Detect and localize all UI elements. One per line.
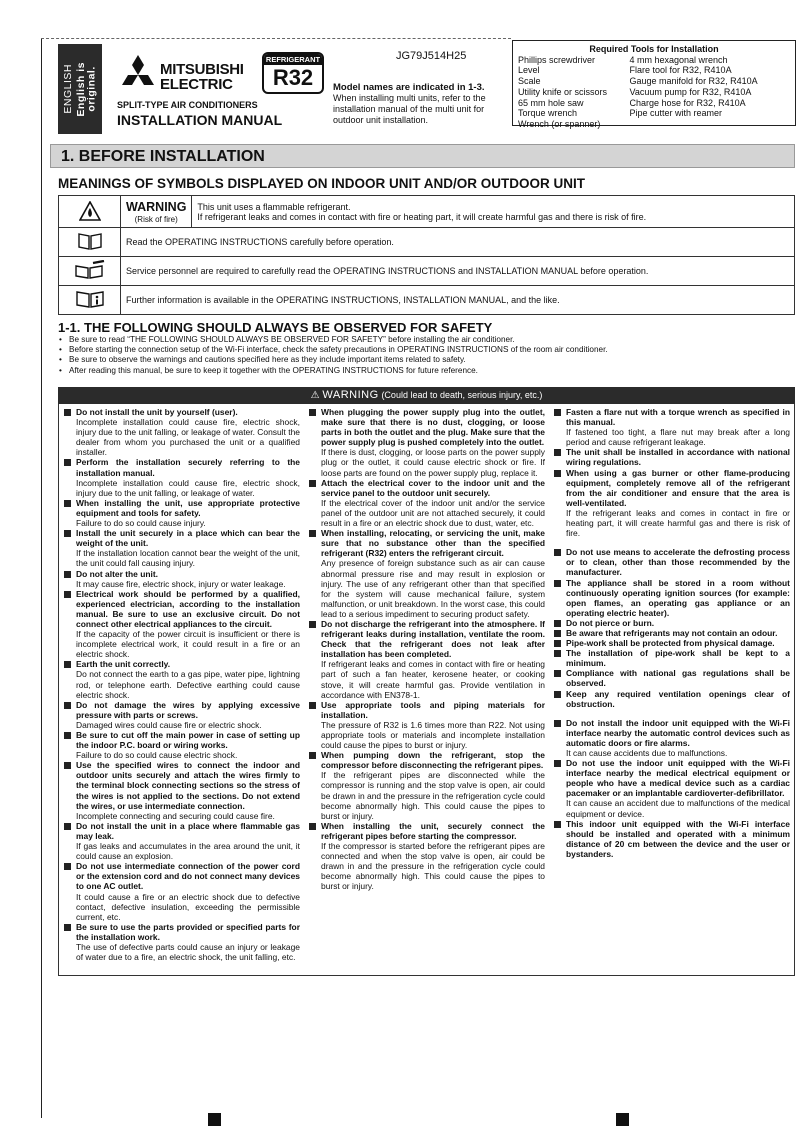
warning-item (553, 628, 790, 638)
warning-text-cell: This unit uses a flammable refrigerant. If refrigerant leaks and comes in contact with fire or heating part, it will create harmful gas and there is risk of fire. (192, 196, 795, 228)
warning-item-heading: This indoor unit equipped with the Wi-Fi interface should be installed and operated with a minimum distance of 20 cm between the device and the user or bystanders. (566, 818, 790, 859)
warning-label-cell: WARNING (Risk of fire) (121, 196, 192, 228)
warning-item (308, 821, 545, 892)
warning-item-heading: Attach the electrical cover to the indoor unit and the service panel to the outdoor unit securely. (321, 477, 545, 498)
tool-item: Charge hose for R32, R410A (629, 97, 746, 108)
warning-item-text: Incomplete connecting and securing could cause fire. (76, 810, 275, 821)
warning-item-heading: Be sure to cut off the main power in case of setting up the indoor P.C. board or wiring works. (76, 730, 300, 751)
document-code: JG79J514H25 (396, 50, 467, 62)
tools-table (518, 55, 790, 130)
warning-item (553, 547, 790, 577)
warning-item-heading: When pumping down the refrigerant, stop the compressor before disconnecting the refrigerant pipes. (321, 750, 545, 771)
warning-item-heading: Fasten a flare nut with a torque wrench as specified in this manual. (566, 407, 790, 428)
tool-row (518, 76, 790, 87)
warning-item-heading: Do not alter the unit. (76, 568, 159, 579)
tool-item (630, 119, 790, 130)
warning-item (63, 861, 300, 922)
warning-item-text: If the capacity of the power circuit is insufficient or there is incomplete electrical work, it could result in a fire or an electric shock. (76, 629, 300, 660)
original-note: English is original. (75, 61, 98, 117)
warning-item-heading: Be sure to use the parts provided or specified parts for the installation work. (76, 921, 300, 942)
tool-item: Flare tool for R32, R410A (629, 65, 732, 76)
tool-item: Scale (518, 76, 541, 87)
tool-item: Gauge manifold for R32, R410A (629, 76, 758, 87)
warning-item (553, 578, 790, 618)
warning-item (63, 407, 300, 457)
warning-item-heading: Compliance with national gas regulations shall be observed. (566, 668, 790, 689)
tool-row (518, 65, 790, 76)
warning-item-text: If gas leaks and accumulates in the area around the unit, it could cause an explosion. (76, 841, 300, 862)
warning-item-heading: Use the specified wires to connect the indoor and outdoor units securely and attach the wires firmly to the terminal block connecting sections so the stress of the wires is not applied to the sections. Do not extend the wires, or use intermediate connection. (76, 760, 300, 811)
warning-item-heading: Do not install the unit by yourself (user). (76, 407, 238, 417)
warning-item (308, 478, 545, 528)
warning-item-heading: When using a gas burner or other flame-producing equipment, completely remove all of the refrigerant from the air conditioner and ensure that the area is well-ventilated. (566, 467, 790, 508)
safety-bullet: • Before starting the connection setup of the Wi-Fi interface, check the safety precautions in OPERATING INSTRUCTIONS of the room air conditioner. (58, 345, 798, 355)
warning-item (308, 528, 545, 619)
registration-mark-right (616, 1113, 629, 1126)
warning-item-text: Damaged wires could cause fire or electric shock. (76, 719, 262, 730)
warning-item (63, 457, 300, 497)
warning-item-text: If refrigerant leaks and comes in contact with fire or heating part of such a fan heater, kerosene heater, or cooking stove, it will create harmful gas. Provide ventilation in accordance with EN378-1. (321, 659, 545, 700)
warning-item-text: Failure to do so could cause electric shock. (76, 750, 238, 761)
warning-item-heading: Keep any required ventilation openings clear of obstruction. (566, 688, 790, 709)
warning-item (63, 922, 300, 962)
book-icon (77, 231, 103, 251)
tool-item: Phillips screwdriver (518, 54, 596, 65)
warning-item (63, 589, 300, 660)
warning-item (63, 498, 300, 528)
warning-item-text: It can cause an accident due to malfunctions of the medical equipment or device. (566, 798, 790, 819)
product-type: SPLIT-TYPE AIR CONDITIONERS (117, 100, 258, 110)
warning-item (553, 638, 790, 648)
warning-item (308, 619, 545, 700)
warning-item (553, 618, 790, 628)
warning-item-text: If the refrigerant pipes are disconnected while the compressor is running and the stop valve is open, air could be drawn in and the pressure in the refrigeration cycle could become abnormally high. This could cause the pipes to burst or injury. (321, 770, 545, 821)
warning-item (63, 700, 300, 730)
symbols-table (58, 195, 795, 315)
warning-item-heading: Use appropriate tools and piping materials for installation. (321, 699, 545, 720)
warning-item-heading: Do not install the indoor unit equipped with the Wi-Fi interface nearby the automatic control devices such as automatic doors or fire alarms. (566, 717, 790, 748)
warning-item-heading: The installation of pipe-work shall be kept to a minimum. (566, 648, 790, 669)
mitsubishi-logo-icon (117, 54, 159, 94)
tool-item: Vacuum pump for R32, R410A (629, 86, 752, 97)
tool-row (518, 55, 790, 66)
warning-item (308, 407, 545, 478)
symbol-row-further-info: Further information is available in the OPERATING INSTRUCTIONS, INSTALLATION MANUAL, and the like. (121, 286, 795, 315)
tool-row (518, 98, 790, 109)
warning-item-text: If the installation location cannot bear the weight of the unit, the unit could fall causing injury. (76, 548, 300, 569)
warning-item-heading: Electrical work should be performed by a qualified, experienced electrician, according to the installation manual. Be sure to use an exclusive circuit. Do not connect other electrical appliances to the circuit. (76, 588, 300, 629)
warnings-columns (58, 404, 795, 976)
symbol-row-service: Service personnel are required to carefully read the OPERATING INSTRUCTIONS and INSTALLATION MANUAL before operation. (121, 257, 795, 286)
warning-item-heading: Do not use means to accelerate the defrosting process or to clean, other than those recommended by the manufacturer. (566, 547, 790, 578)
warning-item-text: Incomplete installation could cause fire, electric shock, injury due to the unit falling, or leakage of water. Consult the dealer from whom you purchased the unit or a qualified installer. (76, 417, 300, 458)
warning-item (308, 700, 545, 750)
warning-item-text: It may cause fire, electric shock, injury or water leakage. (76, 578, 286, 589)
safety-bullet: • After reading this manual, be sure to keep it together with the OPERATING INSTRUCTIONS for future reference. (58, 366, 798, 376)
warning-item-heading: Perform the installation securely referring to the installation manual. (76, 457, 300, 478)
warning-item (63, 528, 300, 568)
column-spacer (553, 709, 790, 718)
warning-item-heading: When plugging the power supply plug into the outlet, make sure that there is no dust, clogging, or loose parts in both the outlet and the plug. Make sure that the power supply plug is pushed completely into the outlet. (321, 407, 545, 448)
meanings-title: MEANINGS OF SYMBOLS DISPLAYED ON INDOOR UNIT AND/OR OUTDOOR UNIT (58, 176, 586, 191)
tool-item: Utility knife or scissors (518, 86, 608, 97)
warning-item-text: The pressure of R32 is 1.6 times more than R22. Not using appropriate tools or materials and incomplete installation could cause the pipes to burst or injury. (321, 719, 545, 751)
registration-mark-left (208, 1113, 221, 1126)
column-spacer (553, 538, 790, 547)
warning-item-heading: When installing, relocating, or servicing the unit, make sure that no substance other than the specified refrigerant (R32) enters the refrigerant circuit. (321, 528, 545, 559)
warning-bar: ⚠ WARNING (Could lead to death, serious injury, etc.) (58, 387, 795, 404)
safety-bullet: • Be sure to read “THE FOLLOWING SHOULD ALWAYS BE OBSERVED FOR SAFETY” before installing the air conditioner. (58, 335, 798, 345)
page-frame-top (41, 38, 511, 39)
warning-item-heading: The appliance shall be stored in a room without continuously operating ignition sources (for example: open flames, an operating gas appliance or an operating electric heater). (566, 577, 790, 618)
warning-item-heading: Install the unit securely in a place which can bear the weight of the unit. (76, 528, 300, 549)
safety-title: 1-1. THE FOLLOWING SHOULD ALWAYS BE OBSERVED FOR SAFETY (58, 320, 493, 335)
warnings-column-3 (553, 407, 790, 975)
warning-item (553, 819, 790, 859)
warning-item-text: Do not connect the earth to a gas pipe, water pipe, lightning rod, or telephone earth. Defective earthing could cause electric shock. (76, 669, 300, 700)
warning-item-text: If there is dust, clogging, or loose parts on the power supply plug or the outlet, it could cause electric shock or fire. If loose parts are found on the power supply plug, replace it. (321, 447, 545, 478)
warning-item (553, 758, 790, 819)
tool-item: Pipe cutter with reamer (629, 108, 723, 119)
warning-item (63, 760, 300, 821)
warning-triangle-icon: ⚠ (310, 390, 320, 401)
information-book-icon (75, 289, 105, 309)
warning-item (553, 648, 790, 668)
service-manual-icon (73, 260, 107, 280)
warning-item-heading: When installing the unit, use appropriate protective equipment and tools for safety. (76, 497, 300, 518)
warning-item (308, 750, 545, 821)
page-frame-left (41, 38, 42, 1118)
language-label: ENGLISH (61, 64, 74, 114)
tool-item: 4 mm hexagonal wrench (629, 54, 728, 65)
safety-bullet: • Be sure to observe the warnings and cautions specified here as they include important items related to safety. (58, 355, 798, 365)
warning-item-heading: The unit shall be installed in accordance with national wiring regulations. (566, 447, 790, 468)
warning-item (553, 407, 790, 447)
warning-item-text: If the compressor is started before the refrigerant pipes are connected and when the stop valve is open, air could be drawn in and the pressure in the refrigeration cycle could become abnormally high. This could cause the pipes to burst or injury. (321, 841, 545, 892)
tool-item: Level (518, 65, 540, 76)
warning-item-heading: When installing the unit, securely connect the refrigerant pipes before starting the compressor. (321, 820, 545, 841)
warning-item-text: If the refrigerant leaks and comes in contact in fire or heating part, it will create harmful gas and there is risk of fire. (566, 507, 790, 539)
manual-title: INSTALLATION MANUAL (117, 112, 283, 128)
tool-row (518, 87, 790, 98)
brand-name: MITSUBISHI ELECTRIC (160, 61, 244, 93)
warning-item (63, 730, 300, 760)
warning-item-heading: Earth the unit correctly. (76, 659, 171, 670)
tool-item: Wrench (or spanner) (518, 118, 601, 129)
required-tools-box (512, 40, 796, 129)
warning-item (63, 659, 300, 699)
warning-item (553, 718, 790, 758)
warning-item-text: If fastened too tight, a flare nut may break after a long period and cause refrigerant leakage. (566, 427, 790, 448)
warning-item (553, 447, 790, 467)
language-tab (58, 44, 102, 134)
warning-item-heading: Do not install the unit in a place where flammable gas may leak. (76, 820, 300, 841)
warning-item (63, 821, 300, 861)
tool-item: Torque wrench (518, 108, 578, 119)
model-note: Model names are indicated in 1-3. When installing multi units, refer to the installation manual of the multi unit for outdoor unit installation. (333, 82, 486, 125)
warning-item-heading: Pipe-work shall be protected from physical damage. (566, 638, 775, 649)
warning-item-text: The use of defective parts could cause an injury or leakage of water due to a fire, an electric shock, the unit falling, etc. (76, 941, 300, 963)
warning-item-text: Any presence of foreign substance such as air can cause abnormal pressure rise and may result in explosion or injury. The use of any refrigerant other than that specified for the system will cause mechanical failure, system malfunction, or unit breakdown. In the worst case, this could lead to a serious impediment to securing product safety. (321, 558, 545, 619)
tool-row (518, 108, 790, 119)
warning-item-text: Incomplete installation could cause fire, electric shock, injury due to the unit falling, or leakage of water. (76, 477, 300, 498)
warnings-column-1 (63, 407, 300, 975)
warning-item-text: It could cause a fire or an electric shock due to defective contact, defective insulation, exceeding the permissible current, etc. (76, 891, 300, 922)
safety-bullet-list (58, 335, 798, 376)
symbol-row-operating: Read the OPERATING INSTRUCTIONS carefully before operation. (121, 228, 795, 257)
warning-item (63, 569, 300, 589)
warning-item-heading: Do not damage the wires by applying excessive pressure with parts or screws. (76, 699, 300, 720)
warning-item (553, 468, 790, 539)
tool-item: 65 mm hole saw (518, 97, 584, 108)
refrigerant-badge: REFRIGERANT R32 (262, 52, 324, 94)
flammable-warning-icon (79, 201, 101, 221)
warning-item-heading: Do not pierce or burn. (566, 617, 655, 628)
warning-item-heading: Be aware that refrigerants may not contain an odour. (566, 627, 778, 638)
warning-item-heading: Do not use the indoor unit equipped with the Wi-Fi interface nearby the medical electrical equipment or people who have a medical device such as a cardiac pacemaker or an implantable cardioverter-defibrillator. (566, 758, 790, 799)
symbol-cell (59, 196, 121, 228)
warning-item-heading: Do not discharge the refrigerant into the atmosphere. If refrigerant leaks during installation, ventilate the room. Check that the refrigerant does not leak after installation has been completed. (321, 618, 545, 660)
warning-item (553, 668, 790, 688)
tool-row (518, 119, 790, 130)
warning-item-heading: Do not use intermediate connection of the power cord or the extension cord and do not connect many devices to one AC outlet. (76, 861, 300, 892)
warnings-column-2 (308, 407, 545, 975)
warning-item (553, 689, 790, 709)
tools-title: Required Tools for Installation (589, 44, 719, 54)
warning-item-text: Failure to do so could cause injury. (76, 518, 206, 529)
section-title: 1. BEFORE INSTALLATION (50, 144, 795, 168)
warning-item-text: It can cause accidents due to malfunctions. (566, 748, 728, 758)
warning-item-text: If the electrical cover of the indoor unit and/or the service panel of the outdoor unit are not attached securely, it could result in a fire or an electric shock due to dust, water, etc. (321, 497, 545, 529)
